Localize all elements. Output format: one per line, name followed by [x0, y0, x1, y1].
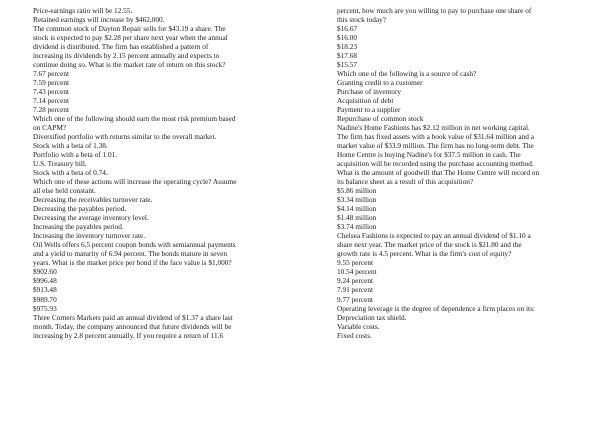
text-line: Home Centre is buying Nadine's for $37.5 million in cash. The [337, 150, 521, 160]
text-line: Which one of these actions will increase the operating cycle? Assume [33, 177, 237, 187]
text-line: 7.67 percent [33, 69, 70, 79]
text-line: month. Today, the company announced that future dividends will be [33, 321, 232, 331]
text-line: Which one of the following is a source of cash? [337, 69, 477, 79]
text-line: acquisition will be recorded using the purchase accounting method. [337, 159, 534, 169]
text-line: Increasing the inventory turnover rate. [33, 231, 146, 241]
text-line: $902.60 [33, 267, 57, 277]
text-line: 9.55 percent [337, 258, 374, 268]
text-line: 7.59 percent [33, 78, 70, 88]
text-line: growth rate is 4.5 percent. What is the firm's cost of equity? [337, 249, 512, 259]
text-line: $4.14 million [337, 204, 377, 214]
text-line: Three Corners Markets paid an annual dividend of $1.37 a share last [33, 312, 233, 322]
text-line: $16.67 [337, 24, 358, 34]
text-line: this stock today? [337, 15, 387, 25]
text-line: years. What is the market price per bond if the face value is $1,000? [33, 258, 232, 268]
text-line: all else held constant. [33, 186, 96, 196]
text-line: 7.91 percent [337, 285, 374, 295]
text-line: percent, how much are you willing to pay to purchase one share of [337, 6, 532, 15]
text-line: Portfolio with a beta of 1.01. [33, 150, 118, 160]
text-line: Depreciation tax shield. [337, 312, 407, 322]
text-line: 10.54 percent [337, 267, 377, 277]
text-line: Acquisition of debt [337, 96, 394, 106]
text-line: The common stock of Dayton Repair sells for $43.19 a share. The [33, 24, 226, 34]
text-line: $913.48 [33, 285, 57, 295]
text-line: $3.34 million [337, 195, 377, 205]
text-line: Operating leverage is the degree of dependence a firm places on its: [337, 303, 535, 313]
text-line: $18.23 [337, 42, 358, 52]
text-line: $989.70 [33, 294, 57, 304]
text-line: Stock with a beta of 0.74. [33, 168, 108, 178]
text-line: Purchase of inventory [337, 87, 402, 97]
text-line: 9.77 percent [337, 294, 374, 304]
text-line: Granting credit to a customer [337, 78, 423, 88]
text-line: Increasing the payables period. [33, 222, 124, 232]
text-line: $1.48 million [337, 213, 377, 223]
left-text-column [33, 6, 283, 340]
text-line: Retained earnings will increase by $462,000. [33, 15, 165, 25]
text-line: increasing its dividends by 2.15 percent annually and expects to [33, 51, 220, 61]
text-line: $975.93 [33, 303, 57, 313]
text-line: Price-earnings ratio will be 12.55. [33, 6, 133, 15]
text-line: 7.28 percent [33, 105, 70, 115]
text-line: Oil Wells offers 6.5 percent coupon bonds with semiannual payments [33, 240, 236, 250]
text-line: Fixed costs. [337, 330, 372, 340]
text-line: $3.74 million [337, 222, 377, 232]
text-line: Stock with a beta of 1.38. [33, 141, 108, 151]
text-line: 7.43 percent [33, 87, 70, 97]
text-line: stock is expected to pay $2.28 per share next year when the annual [33, 33, 228, 43]
text-line: Chelsea Fashions is expected to pay an annual dividend of $1.10 a [337, 231, 531, 241]
text-line: What is the amount of goodwill that The Home Centre will record on [337, 168, 540, 178]
text-line: increasing by 2.8 percent annually. If you require a return of 11.6 [33, 330, 224, 340]
text-line: Decreasing the average inventory level. [33, 213, 149, 223]
text-line: Variable costs. [337, 321, 380, 331]
text-line: $16.00 [337, 33, 358, 43]
text-line: The firm has fixed assets with a book value of $31.64 million and a [337, 132, 534, 142]
text-line: 7.14 percent [33, 96, 70, 106]
text-line: Repurchase of common stock [337, 114, 424, 124]
text-line: U.S. Treasury bill. [33, 159, 87, 169]
text-line: Payment to a supplier [337, 105, 401, 115]
text-line: Nadine's Home Fashions has $2.12 million in net working capital. [337, 123, 530, 133]
text-line: Diversified portfolio with returns similar to the overall market. [33, 132, 217, 142]
text-line: Decreasing the receivables turnover rate. [33, 195, 153, 205]
text-line: $15.57 [337, 60, 358, 70]
text-line: Decreasing the payables period. [33, 204, 127, 214]
text-line: dividend is distributed. The firm has established a pattern of [33, 42, 209, 52]
text-line: $5.86 million [337, 186, 377, 196]
text-line: its balance sheet as a result of this acquisition? [337, 177, 474, 187]
text-line: on CAPM? [33, 123, 67, 133]
text-line: and a yield to maturity of 6.94 percent. The bonds mature in seven [33, 249, 227, 259]
text-line: 9.24 percent [337, 276, 374, 286]
text-line: market value of $33.9 million. The firm has no long-term debt. The [337, 141, 534, 151]
text-line: $17.68 [337, 51, 358, 61]
text-line: Which one of the following should earn the most risk premium based [33, 114, 236, 124]
text-line: share next year. The market price of the stock is $21.80 and the [337, 240, 522, 250]
text-line: continue doing so. What is the market rate of return on this stock? [33, 60, 226, 70]
text-line: $996.48 [33, 276, 57, 286]
right-text-column [337, 6, 589, 340]
